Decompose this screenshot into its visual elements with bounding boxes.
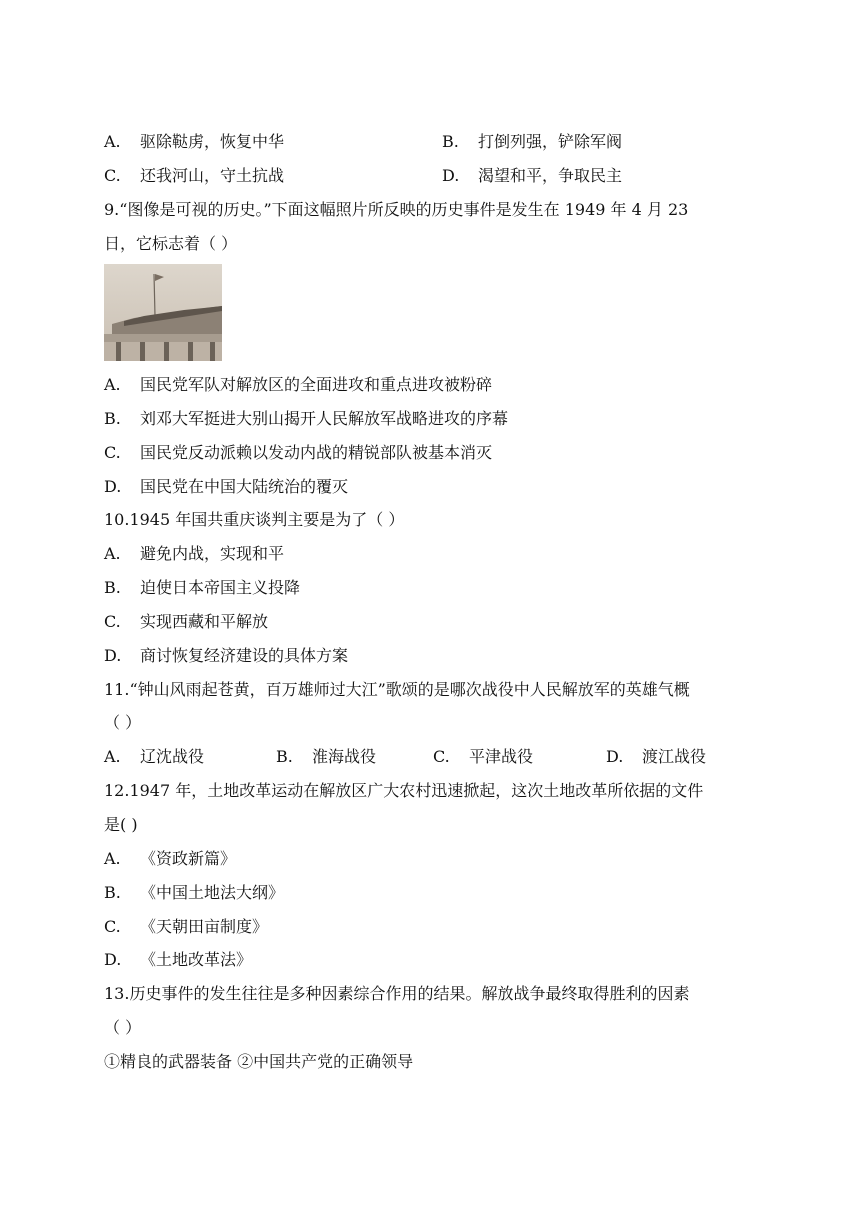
q11-option-d <box>606 747 706 767</box>
option-label: B. <box>104 578 121 597</box>
option-label: A. <box>104 375 121 394</box>
option-label: C. <box>104 443 121 462</box>
option-label: C. <box>433 747 450 766</box>
q13-stem-line1: 13.历史事件的发生往往是多种因素综合作用的结果。解放战争最终取得胜利的因素 <box>104 984 690 1003</box>
option-text: 国民党军队对解放区的全面进攻和重点进攻被粉碎 <box>140 375 493 394</box>
q9-stem-line1: 9.“图像是可视的历史。”下面这幅照片所反映的历史事件是发生在 1949 年 4 月 23 <box>104 200 689 219</box>
q13-stem-line2: （ ） <box>104 1018 142 1037</box>
option-label: A. <box>104 849 121 868</box>
option-text: 避免内战，实现和平 <box>140 544 285 563</box>
option-label: A. <box>104 747 121 766</box>
q11-stem-line1: 11.“钟山风雨起苍黄，百万雄师过大江”歌颂的是哪次战役中人民解放军的英雄气概 <box>104 680 690 699</box>
q9-option-c <box>104 443 492 463</box>
option-text: 刘邓大军挺进大别山揭开人民解放军战略进攻的序幕 <box>140 409 509 428</box>
q12-stem-line1: 12.1947 年，土地改革运动在解放区广大农村迅速掀起，这次土地改革所依据的文件 <box>104 781 704 800</box>
option-text: 《土地改革法》 <box>140 950 253 969</box>
option-text: 商讨恢复经济建设的具体方案 <box>140 646 349 665</box>
option-label: B. <box>104 409 121 428</box>
q11-option-b <box>276 747 376 767</box>
q8-option-d <box>442 166 622 186</box>
q12-option-b <box>104 883 284 903</box>
option-text: 辽沈战役 <box>140 747 205 766</box>
option-text: 迫使日本帝国主义投降 <box>140 578 301 597</box>
option-label: A. <box>104 544 121 563</box>
q13-statements: ①精良的武器装备 ②中国共产党的正确领导 <box>104 1052 414 1071</box>
q11-option-a <box>104 747 204 767</box>
q8-option-b <box>442 132 622 152</box>
option-label: D. <box>442 166 460 185</box>
option-text: 《天朝田亩制度》 <box>140 917 269 936</box>
option-text: 还我河山，守土抗战 <box>140 166 285 185</box>
q11-stem-line2: （ ） <box>104 713 142 732</box>
q8-option-c <box>104 166 284 186</box>
option-label: D. <box>104 950 122 969</box>
option-text: 实现西藏和平解放 <box>140 612 269 631</box>
option-text: 淮海战役 <box>312 747 377 766</box>
q10-option-c <box>104 612 268 632</box>
option-text: 平津战役 <box>469 747 534 766</box>
option-label: C. <box>104 612 121 631</box>
option-text: 国民党在中国大陆统治的覆灭 <box>140 477 349 496</box>
option-label: D. <box>104 477 122 496</box>
option-text: 驱除鞑虏，恢复中华 <box>140 132 285 151</box>
q9-option-b <box>104 409 508 429</box>
q12-stem-line2: 是( ) <box>104 815 138 834</box>
q10-option-a <box>104 544 284 564</box>
option-label: C. <box>104 166 121 185</box>
option-text: 《资政新篇》 <box>140 849 237 868</box>
option-label: C. <box>104 917 121 936</box>
option-label: B. <box>442 132 459 151</box>
q12-option-d <box>104 950 252 970</box>
q9-option-d <box>104 477 348 497</box>
q10-option-b <box>104 578 300 598</box>
q9-stem-line2: 日，它标志着（ ） <box>104 234 238 253</box>
option-text: 打倒列强，铲除军阀 <box>478 132 623 151</box>
q12-option-a <box>104 849 236 869</box>
option-text: 渴望和平，争取民主 <box>478 166 623 185</box>
option-label: A. <box>104 132 121 151</box>
q8-option-a <box>104 132 284 152</box>
q10-option-d <box>104 646 348 666</box>
q9-option-a <box>104 375 492 395</box>
historical-photo <box>104 264 222 361</box>
q11-option-c <box>433 747 533 767</box>
option-label: B. <box>276 747 293 766</box>
option-text: 渡江战役 <box>642 747 707 766</box>
q12-option-c <box>104 917 268 937</box>
q10-stem: 10.1945 年国共重庆谈判主要是为了（ ） <box>104 510 405 529</box>
option-text: 国民党反动派赖以发动内战的精锐部队被基本消灭 <box>140 443 493 462</box>
option-text: 《中国土地法大纲》 <box>140 883 285 902</box>
option-label: D. <box>104 646 122 665</box>
option-label: D. <box>606 747 624 766</box>
option-label: B. <box>104 883 121 902</box>
